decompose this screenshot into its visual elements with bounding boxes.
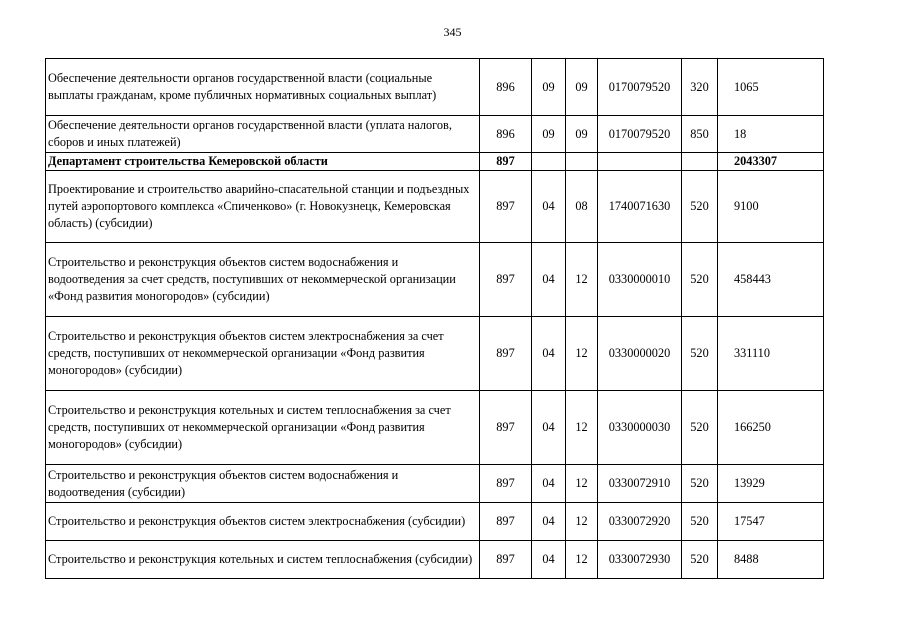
row-rz-cell: 04 bbox=[532, 465, 566, 503]
row-vr-cell: 850 bbox=[682, 116, 718, 153]
row-csr-cell bbox=[598, 153, 682, 171]
row-csr-cell: 0330000020 bbox=[598, 317, 682, 391]
row-ved-cell: 897 bbox=[480, 171, 532, 243]
row-rz-cell: 04 bbox=[532, 171, 566, 243]
row-name-cell: Обеспечение деятельности органов государственной власти (уплата налогов, сборов и иных платежей) bbox=[46, 116, 480, 153]
row-sum-cell: 166250 bbox=[718, 391, 824, 465]
row-rz-cell: 04 bbox=[532, 503, 566, 541]
table-row bbox=[46, 116, 824, 153]
row-pr-cell: 12 bbox=[566, 391, 598, 465]
row-ved-cell: 897 bbox=[480, 317, 532, 391]
row-ved-cell: 897 bbox=[480, 153, 532, 171]
row-pr-cell: 12 bbox=[566, 503, 598, 541]
table-row bbox=[46, 541, 824, 579]
row-rz-cell: 04 bbox=[532, 541, 566, 579]
row-pr-cell: 12 bbox=[566, 465, 598, 503]
row-ved-cell: 897 bbox=[480, 391, 532, 465]
row-vr-cell: 320 bbox=[682, 59, 718, 116]
table-row bbox=[46, 153, 824, 171]
row-vr-cell: 520 bbox=[682, 171, 718, 243]
row-vr-cell: 520 bbox=[682, 391, 718, 465]
row-csr-cell: 0330072920 bbox=[598, 503, 682, 541]
table-row bbox=[46, 317, 824, 391]
budget-table bbox=[45, 58, 824, 579]
row-sum-cell: 8488 bbox=[718, 541, 824, 579]
table-row bbox=[46, 465, 824, 503]
row-vr-cell bbox=[682, 153, 718, 171]
row-name-cell: Строительство и реконструкция объектов систем электроснабжения за счет средств, поступивших от некоммерческой организации «Фонд развития моногородов» (субсидии) bbox=[46, 317, 480, 391]
row-ved-cell: 896 bbox=[480, 116, 532, 153]
row-name-cell: Строительство и реконструкция объектов систем водоснабжения и водоотведения за счет средств, поступивших от некоммерческой организации «Фонд развития моногородов» (субсидии) bbox=[46, 243, 480, 317]
row-sum-cell: 1065 bbox=[718, 59, 824, 116]
row-sum-cell: 9100 bbox=[718, 171, 824, 243]
row-name-cell: Департамент строительства Кемеровской области bbox=[46, 153, 480, 171]
row-name-cell: Строительство и реконструкция котельных и систем теплоснабжения (субсидии) bbox=[46, 541, 480, 579]
table-row bbox=[46, 59, 824, 116]
row-csr-cell: 0170079520 bbox=[598, 116, 682, 153]
row-pr-cell bbox=[566, 153, 598, 171]
row-vr-cell: 520 bbox=[682, 503, 718, 541]
row-csr-cell: 0330072910 bbox=[598, 465, 682, 503]
row-pr-cell: 12 bbox=[566, 317, 598, 391]
row-vr-cell: 520 bbox=[682, 541, 718, 579]
row-rz-cell: 09 bbox=[532, 59, 566, 116]
row-ved-cell: 897 bbox=[480, 465, 532, 503]
row-rz-cell: 09 bbox=[532, 116, 566, 153]
row-sum-cell: 2043307 bbox=[718, 153, 824, 171]
row-rz-cell bbox=[532, 153, 566, 171]
row-rz-cell: 04 bbox=[532, 391, 566, 465]
table-row bbox=[46, 171, 824, 243]
table-row bbox=[46, 391, 824, 465]
row-rz-cell: 04 bbox=[532, 317, 566, 391]
row-sum-cell: 331110 bbox=[718, 317, 824, 391]
row-csr-cell: 1740071630 bbox=[598, 171, 682, 243]
table-row bbox=[46, 503, 824, 541]
row-pr-cell: 12 bbox=[566, 243, 598, 317]
row-name-cell: Строительство и реконструкция котельных и систем теплоснабжения за счет средств, поступивших от некоммерческой организации «Фонд развития моногородов» (субсидии) bbox=[46, 391, 480, 465]
row-pr-cell: 08 bbox=[566, 171, 598, 243]
row-csr-cell: 0330072930 bbox=[598, 541, 682, 579]
row-vr-cell: 520 bbox=[682, 317, 718, 391]
row-ved-cell: 896 bbox=[480, 59, 532, 116]
row-ved-cell: 897 bbox=[480, 503, 532, 541]
row-sum-cell: 17547 bbox=[718, 503, 824, 541]
row-pr-cell: 12 bbox=[566, 541, 598, 579]
row-ved-cell: 897 bbox=[480, 243, 532, 317]
row-ved-cell: 897 bbox=[480, 541, 532, 579]
page-number: 345 bbox=[443, 25, 462, 39]
row-rz-cell: 04 bbox=[532, 243, 566, 317]
row-name-cell: Проектирование и строительство аварийно-спасательной станции и подъездных путей аэропортового комплекса «Спиченково» (г. Новокузнецк, Кемеровская область) (субсидии) bbox=[46, 171, 480, 243]
row-sum-cell: 458443 bbox=[718, 243, 824, 317]
budget-table-body bbox=[46, 59, 824, 579]
row-vr-cell: 520 bbox=[682, 465, 718, 503]
row-name-cell: Обеспечение деятельности органов государственной власти (социальные выплаты гражданам, кроме публичных нормативных социальных выплат) bbox=[46, 59, 480, 116]
row-csr-cell: 0330000010 bbox=[598, 243, 682, 317]
table-row bbox=[46, 243, 824, 317]
row-name-cell: Строительство и реконструкция объектов систем водоснабжения и водоотведения (субсидии) bbox=[46, 465, 480, 503]
row-csr-cell: 0170079520 bbox=[598, 59, 682, 116]
row-sum-cell: 13929 bbox=[718, 465, 824, 503]
row-pr-cell: 09 bbox=[566, 59, 598, 116]
row-pr-cell: 09 bbox=[566, 116, 598, 153]
row-name-cell: Строительство и реконструкция объектов систем электроснабжения (субсидии) bbox=[46, 503, 480, 541]
row-sum-cell: 18 bbox=[718, 116, 824, 153]
row-vr-cell: 520 bbox=[682, 243, 718, 317]
row-csr-cell: 0330000030 bbox=[598, 391, 682, 465]
